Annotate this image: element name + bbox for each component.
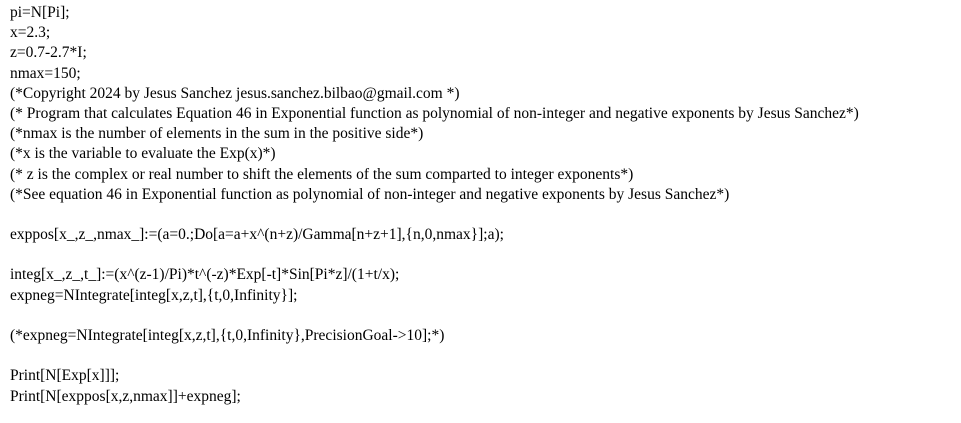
code-comment-copyright: (*Copyright 2024 by Jesus Sanchez jesus.sanchez.bilbao@gmail.com *): [10, 84, 460, 102]
code-comment-see-equation: (*See equation 46 in Exponential function as polynomial of non-integer and negative exponents by Jesus Sanchez*): [10, 185, 730, 203]
code-line-integ: integ[x_,z_,t_]:=(x^(z-1)/Pi)*t^(-z)*Exp[-t]*Sin[Pi*z]/(1+t/x);: [10, 266, 400, 284]
code-line-print-sum: Print[N[exppos[x,z,nmax]]+expneg];: [10, 387, 241, 405]
code-line-print-exp: Print[N[Exp[x]]];: [10, 367, 120, 385]
code-comment-program: (* Program that calculates Equation 46 in Exponential function as polynomial of non-integer and negative exponents by Jesus Sanchez*): [10, 104, 859, 122]
code-listing: [10, 3, 955, 407]
code-line-x: x=2.3;: [10, 24, 51, 42]
blank-line: [10, 306, 955, 326]
blank-line: [10, 205, 955, 225]
code-line-pi: pi=N[Pi];: [10, 4, 70, 21]
code-comment-z: (* z is the complex or real number to shift the elements of the sum comparted to integer exponents*): [10, 165, 634, 183]
blank-line: [10, 245, 955, 265]
blank-line: [10, 346, 955, 366]
code-line-nmax: nmax=150;: [10, 64, 81, 82]
code-comment-expneg-precision: (*expneg=NIntegrate[integ[x,z,t],{t,0,Infinity},PrecisionGoal->10];*): [10, 327, 445, 344]
code-line-exppos: exppos[x_,z_,nmax_]:=(a=0.;Do[a=a+x^(n+z)/Gamma[n+z+1],{n,0,nmax}];a);: [10, 226, 504, 244]
code-line-expneg: expneg=NIntegrate[integ[x,z,t],{t,0,Infinity}];: [10, 286, 298, 304]
code-line-z: z=0.7-2.7*I;: [10, 44, 87, 62]
code-comment-x: (*x is the variable to evaluate the Exp(x)*): [10, 145, 276, 163]
code-comment-nmax: (*nmax is the number of elements in the sum in the positive side*): [10, 125, 424, 143]
